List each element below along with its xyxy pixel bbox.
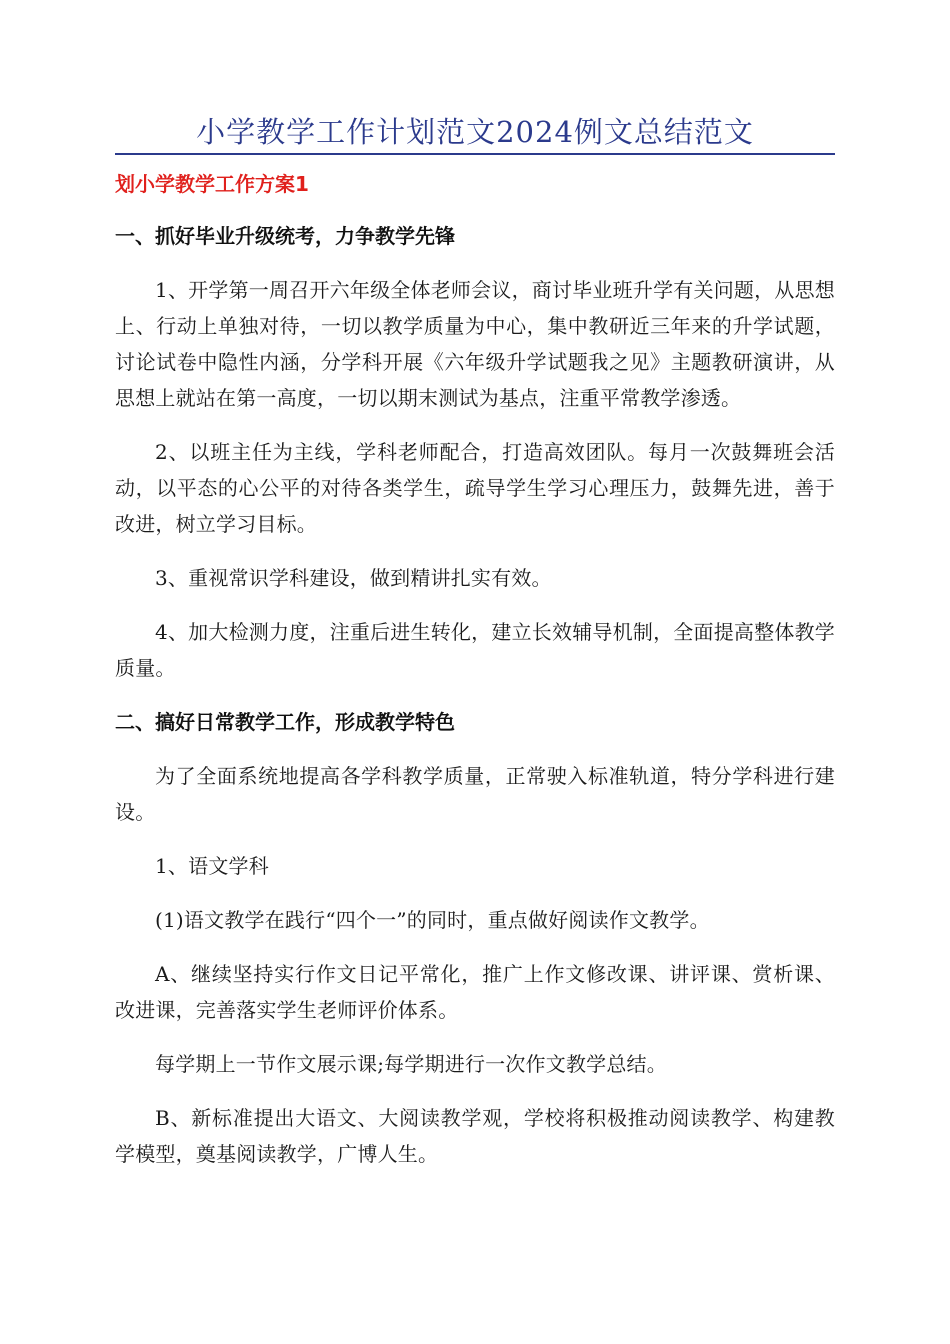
paragraph: 2、以班主任为主线，学科老师配合，打造高效团队。每月一次鼓舞班会活动，以平态的心公平的对待各类学生，疏导学生学习心理压力，鼓舞先进，善于改进，树立学习目标。 [115,440,835,536]
paragraph: (1)语文教学在践行“四个一”的同时，重点做好阅读作文教学。 [155,908,710,932]
paragraph: 4、加大检测力度，注重后进生转化，建立长效辅导机制，全面提高整体教学质量。 [115,620,835,680]
paragraph: 每学期上一节作文展示课;每学期进行一次作文教学总结。 [155,1052,667,1076]
title-underline [115,153,835,155]
paragraph: A、继续坚持实行作文日记平常化，推广上作文修改课、讲评课、赏析课、改进课，完善落实学生老师评价体系。 [115,962,835,1022]
paragraph: 为了全面系统地提高各学科教学质量，正常驶入标准轨道，特分学科进行建设。 [115,764,835,824]
paragraph: 3、重视常识学科建设，做到精讲扎实有效。 [155,566,552,590]
document-body [115,166,835,1190]
paragraph: 1、语文学科 [155,854,269,878]
paragraph: B、新标准提出大语文、大阅读教学观，学校将积极推动阅读教学、构建教学模型，奠基阅读教学，广博人生。 [115,1106,835,1166]
section-heading-2: 二、搞好日常教学工作，形成教学特色 [115,710,455,734]
document-title: 小学教学工作计划范文2024例文总结范文 [196,115,754,149]
section-heading-1: 一、抓好毕业升级统考，力争教学先锋 [115,224,455,248]
doc-heading: 划小学教学工作方案1 [115,172,309,196]
paragraph: 1、开学第一周召开六年级全体老师会议，商讨毕业班升学有关问题，从思想上、行动上单独对待，一切以教学质量为中心，集中教研近三年来的升学试题，讨论试卷中隐性内涵，分学科开展《六年级升学试题我之见》主题教研演讲，从思想上就站在第一高度，一切以期末测试为基点，注重平常教学渗透。 [115,278,835,410]
